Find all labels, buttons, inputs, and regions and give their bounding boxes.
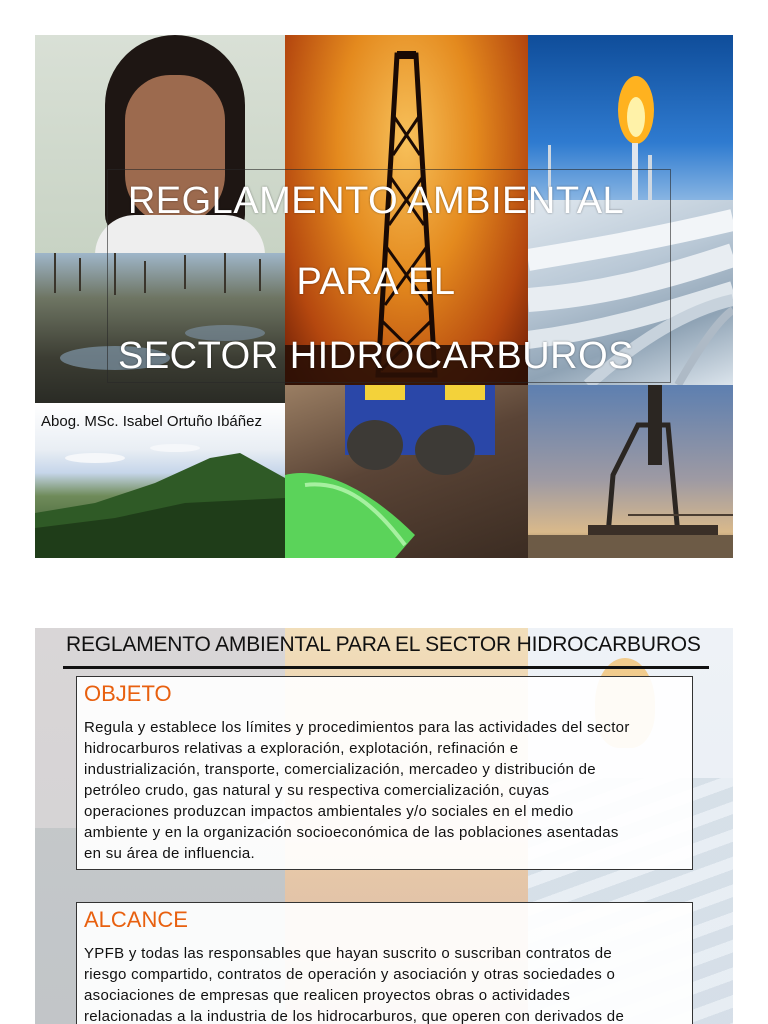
title-line-3: SECTOR HIDROCARBUROS bbox=[117, 335, 635, 377]
alcance-section bbox=[76, 902, 693, 1024]
title-line-2: PARA EL bbox=[296, 261, 456, 303]
alcance-body bbox=[84, 943, 684, 1024]
author-name: Abog. MSc. Isabel Ortuño Ibáñez bbox=[41, 413, 262, 430]
objeto-line: hidrocarburos relativas a exploración, explotación, refinación e bbox=[84, 740, 519, 757]
objeto-section bbox=[76, 676, 693, 870]
objeto-line: Regula y establece los límites y procedimientos para las actividades del sector bbox=[84, 719, 630, 736]
objeto-line: petróleo crudo, gas natural y su respectiva comercialización, cuyas bbox=[84, 782, 550, 799]
title-divider bbox=[63, 666, 709, 669]
alcance-line: asociaciones de empresas que realicen proyectos obras o actividades bbox=[84, 987, 571, 1004]
oil-stained-hands-photo bbox=[285, 385, 528, 558]
pumpjack-photo bbox=[528, 385, 733, 558]
title-line-1: REGLAMENTO AMBIENTAL bbox=[127, 180, 625, 222]
content-slide bbox=[35, 628, 733, 1024]
alcance-heading: ALCANCE bbox=[84, 907, 188, 932]
title-slide bbox=[35, 35, 733, 558]
objeto-heading: OBJETO bbox=[84, 681, 172, 706]
alcance-line: YPFB y todas las responsables que hayan suscrito o suscriban contratos de bbox=[84, 945, 613, 962]
alcance-line: riesgo compartido, contratos de operación y asociación y otras sociedades o bbox=[84, 966, 616, 983]
objeto-line: ambiente y en la organización socioeconómica de las poblaciones asentadas bbox=[84, 824, 619, 841]
objeto-body bbox=[84, 717, 684, 864]
objeto-line: operaciones produzcan impactos ambientales y/o sociales en el medio bbox=[84, 803, 574, 820]
objeto-line: en su área de influencia. bbox=[84, 845, 255, 862]
slide-title: REGLAMENTO AMBIENTAL PARA EL SECTOR HIDROCARBUROS bbox=[66, 633, 701, 656]
alcance-line: relacionadas a la industria de los hidrocarburos, que operen con derivados de bbox=[84, 1008, 625, 1024]
objeto-line: industrialización, transporte, comercialización, mercadeo y distribución de bbox=[84, 761, 596, 778]
